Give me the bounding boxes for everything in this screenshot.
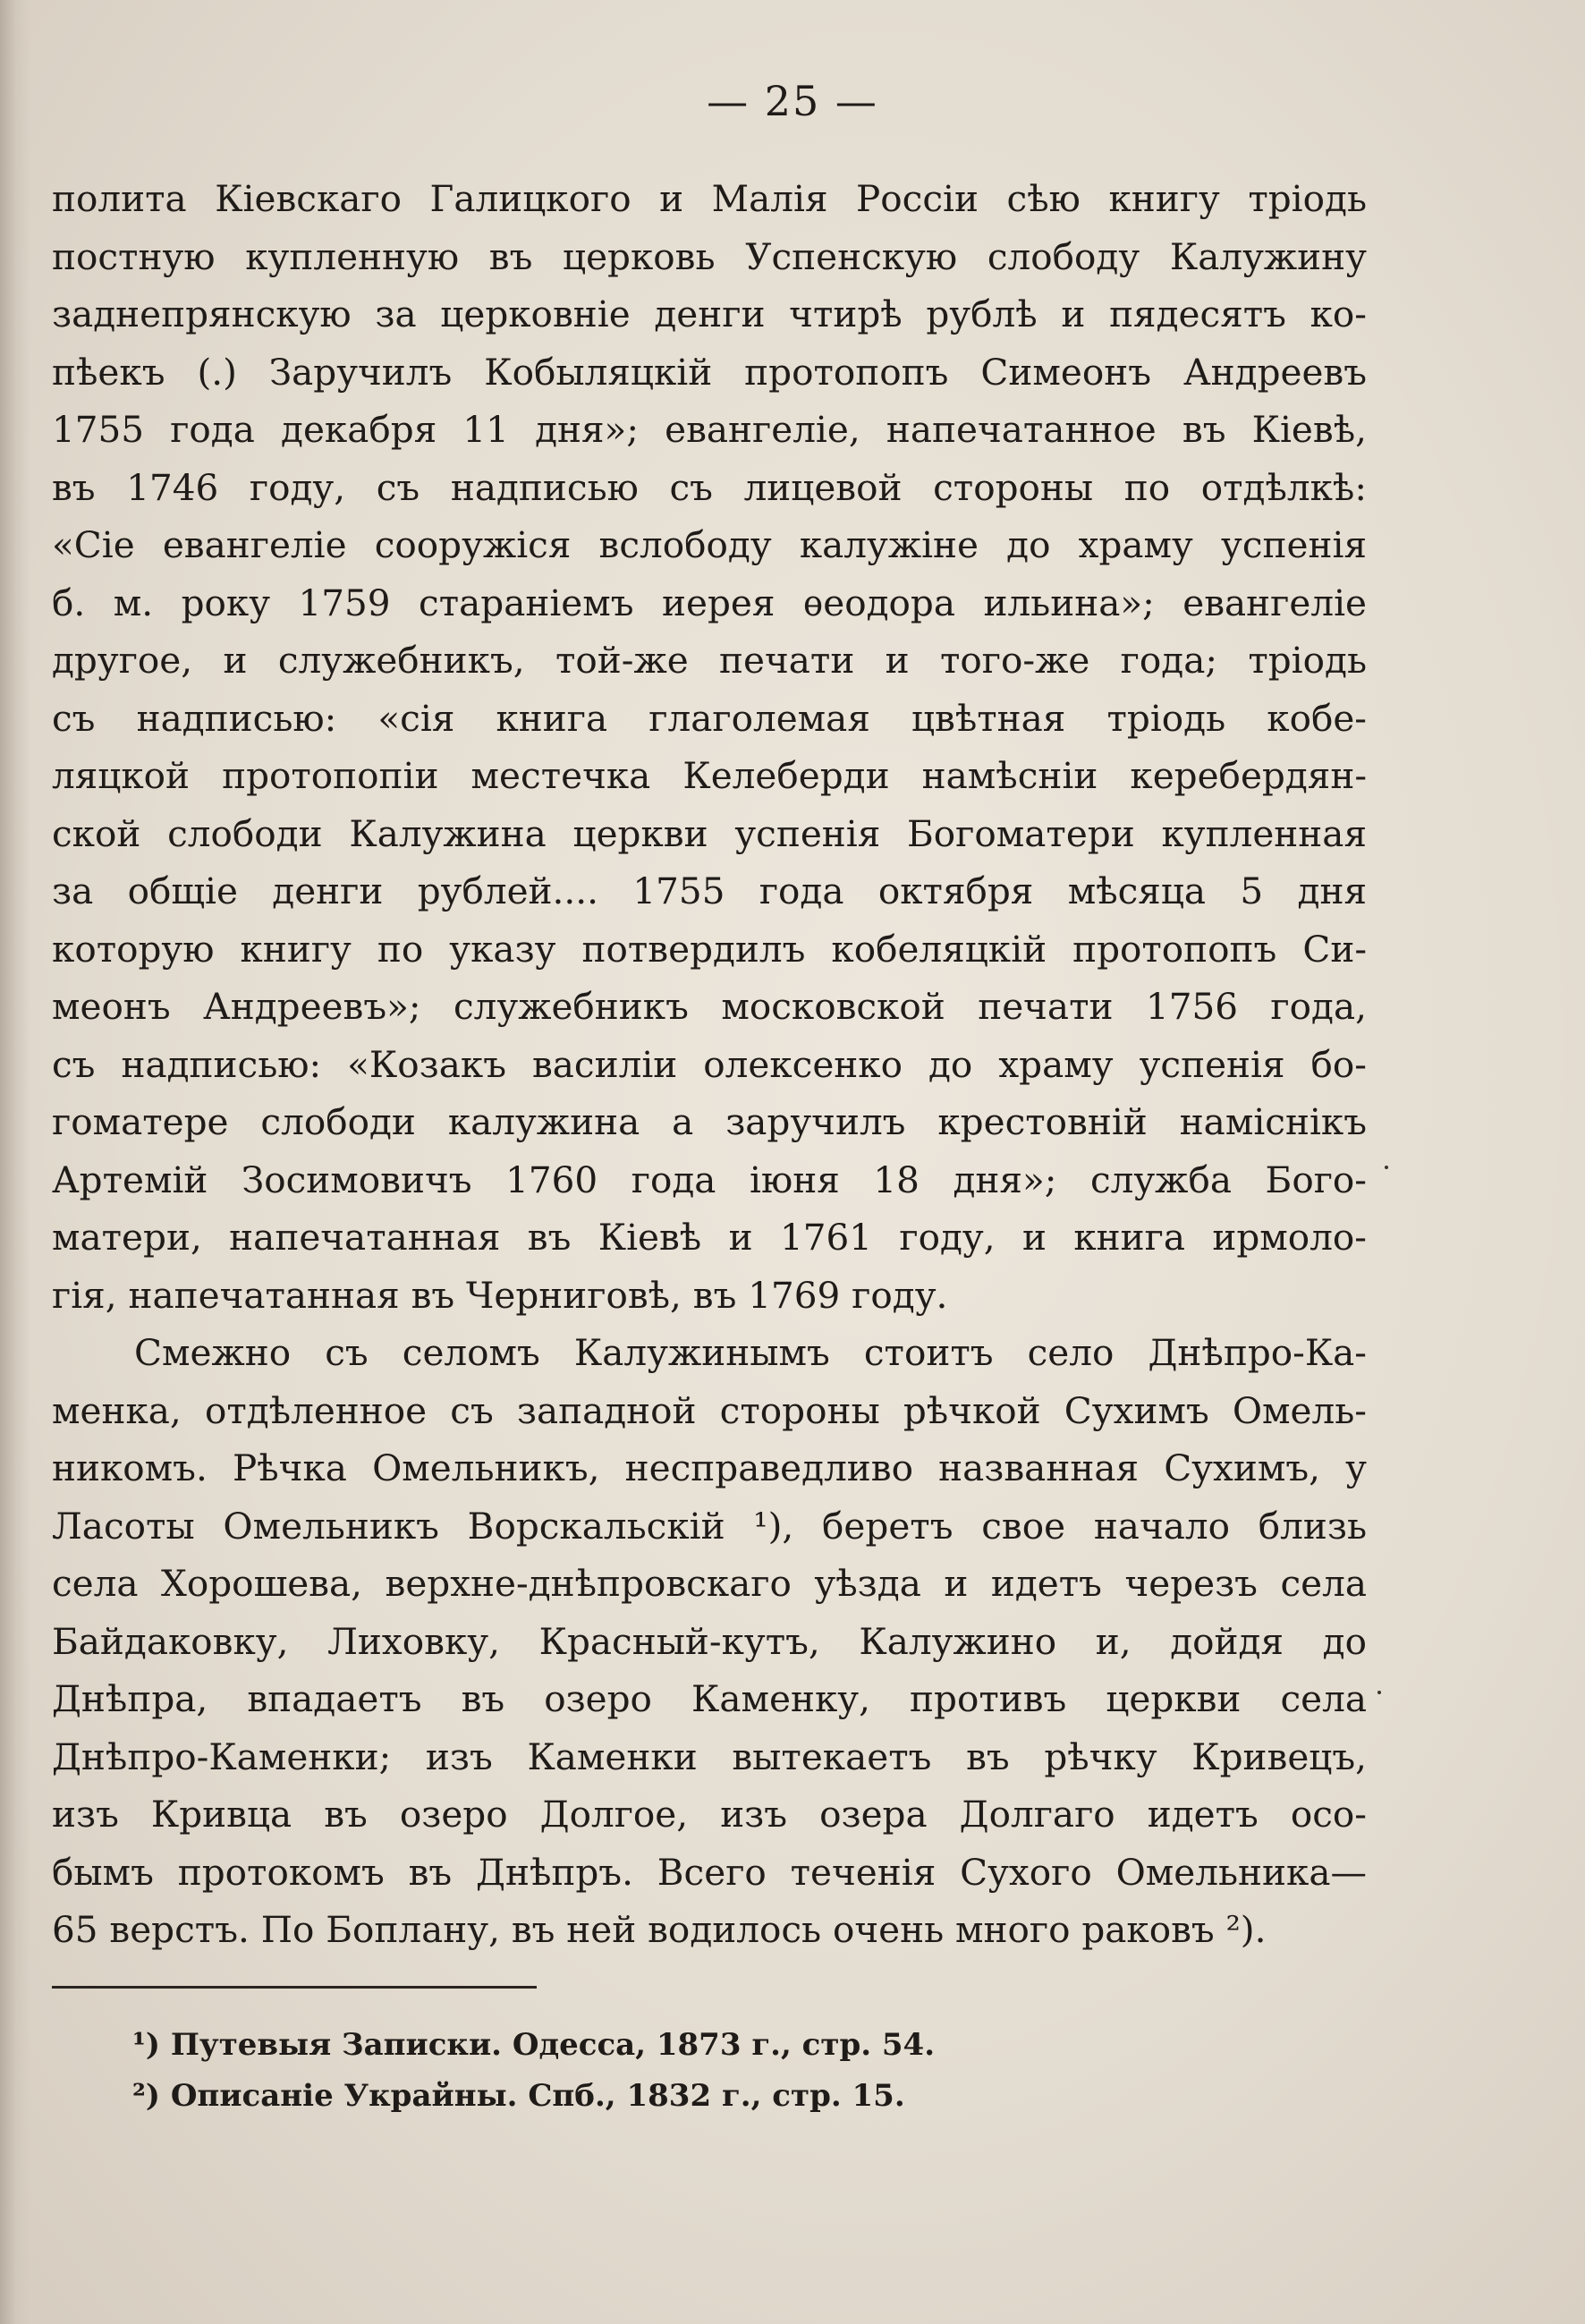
text-line: изъ Кривца въ озеро Долгое, изъ озера Долгаго идетъ осо- bbox=[52, 1793, 1367, 1836]
text-line: заднепрянскую за церковніе денги чтирѣ рублѣ и пядесятъ ко- bbox=[52, 293, 1367, 335]
binding-shadow bbox=[0, 0, 30, 2324]
text-line: менка, отдѣленное съ западной стороны рѣчкой Сухимъ Омель- bbox=[52, 1388, 1367, 1432]
text-line: матери, напечатанная въ Кіевѣ и 1761 году, и книга ирмоло- bbox=[52, 1216, 1367, 1259]
text-line: Днѣпра, впадаетъ въ озеро Каменку, противъ церкви села bbox=[52, 1677, 1367, 1720]
text-line: ской слободи Калужина церкви успенія Богоматери купленная bbox=[52, 811, 1367, 855]
text-line: 1755 года декабря 11 дня»; евангеліе, напечатанное въ Кіевѣ, bbox=[52, 408, 1367, 451]
text-line: меонъ Андреевъ»; служебникъ московской печати 1756 года, bbox=[52, 985, 1367, 1028]
text-line: Артемій Зосимовичъ 1760 года іюня 18 дня»; служба Бого- bbox=[52, 1158, 1367, 1201]
text-line: никомъ. Рѣчка Омельникъ, несправедливо названная Сухимъ, у bbox=[52, 1446, 1367, 1489]
text-line: полита Кіевскаго Галицкого и Малія Россіи сѣю книгу тріодь bbox=[52, 177, 1367, 220]
text-line: за общіе денги рублей.... 1755 года октября мѣсяца 5 дня bbox=[52, 869, 1367, 912]
footnote-1: ¹) Путевыя Записки. Одесса, 1873 г., стр. 54. bbox=[132, 2027, 936, 2063]
text-line: Ласоты Омельникъ Ворскальскій ¹), беретъ свое начало близь bbox=[52, 1504, 1367, 1548]
text-line: Днѣпро-Каменки; изъ Каменки вытекаетъ въ рѣчку Кривецъ, bbox=[52, 1735, 1367, 1778]
text-line: ляцкой протопопіи местечка Келеберди намѣсніи керебердян- bbox=[52, 754, 1367, 797]
paragraph-start-line: Смежно съ селомъ Калужинымъ стоитъ село Днѣпро-Ка- bbox=[134, 1331, 1367, 1374]
text-line: гія, напечатанная въ Черниговѣ, въ 1769 году. bbox=[52, 1273, 948, 1317]
footnote-separator bbox=[52, 1986, 537, 1989]
text-line: б. м. року 1759 стараніемъ иерея ѳеодора ильина»; евангеліе bbox=[52, 581, 1367, 624]
text-line: Байдаковку, Лиховку, Красный-кутъ, Калужино и, дойдя до bbox=[52, 1619, 1367, 1663]
text-line: съ надписью: «сія книга глаголемая цвѣтная тріодь кобе- bbox=[52, 696, 1367, 740]
footnotes bbox=[132, 2020, 1385, 2122]
text-line: гоматере слободи калужина а заручилъ крестовній наміснікъ bbox=[52, 1100, 1367, 1143]
body-text bbox=[52, 170, 1367, 1959]
text-line: которую книгу по указу потвердилъ кобеляцкій протопопъ Си- bbox=[52, 927, 1367, 971]
text-line: въ 1746 году, съ надписью съ лицевой стороны по отдѣлкѣ: bbox=[52, 465, 1367, 509]
text-line: «Сіе евангеліе сооружіся вслободу калужіне до храму успенія bbox=[52, 523, 1367, 566]
page-number: — 25 — bbox=[707, 77, 878, 125]
print-speck bbox=[1385, 1166, 1388, 1169]
text-line: бымъ протокомъ въ Днѣпръ. Всего теченія Сухого Омельника— bbox=[52, 1850, 1367, 1894]
text-line: пѣекъ (.) Заручилъ Кобыляцкій протопопъ Симеонъ Андреевъ bbox=[52, 350, 1367, 394]
text-line: 65 верстъ. По Боплану, въ ней водилось очень много раковъ ²). bbox=[52, 1908, 1267, 1951]
text-line: съ надписью: «Козакъ василіи олексенко до храму успенія бо- bbox=[52, 1042, 1367, 1086]
footnote-2: ²) Описаніе Украйны. Спб., 1832 г., стр. 15. bbox=[132, 2078, 905, 2114]
text-line: постную купленную въ церковь Успенскую слободу Калужину bbox=[52, 234, 1367, 278]
text-line: другое, и служебникъ, той-же печати и того-же года; тріодь bbox=[52, 639, 1367, 682]
text-line: села Хорошева, верхне-днѣпровскаго уѣзда и идетъ черезъ села bbox=[52, 1562, 1367, 1605]
print-speck bbox=[1377, 1691, 1381, 1694]
